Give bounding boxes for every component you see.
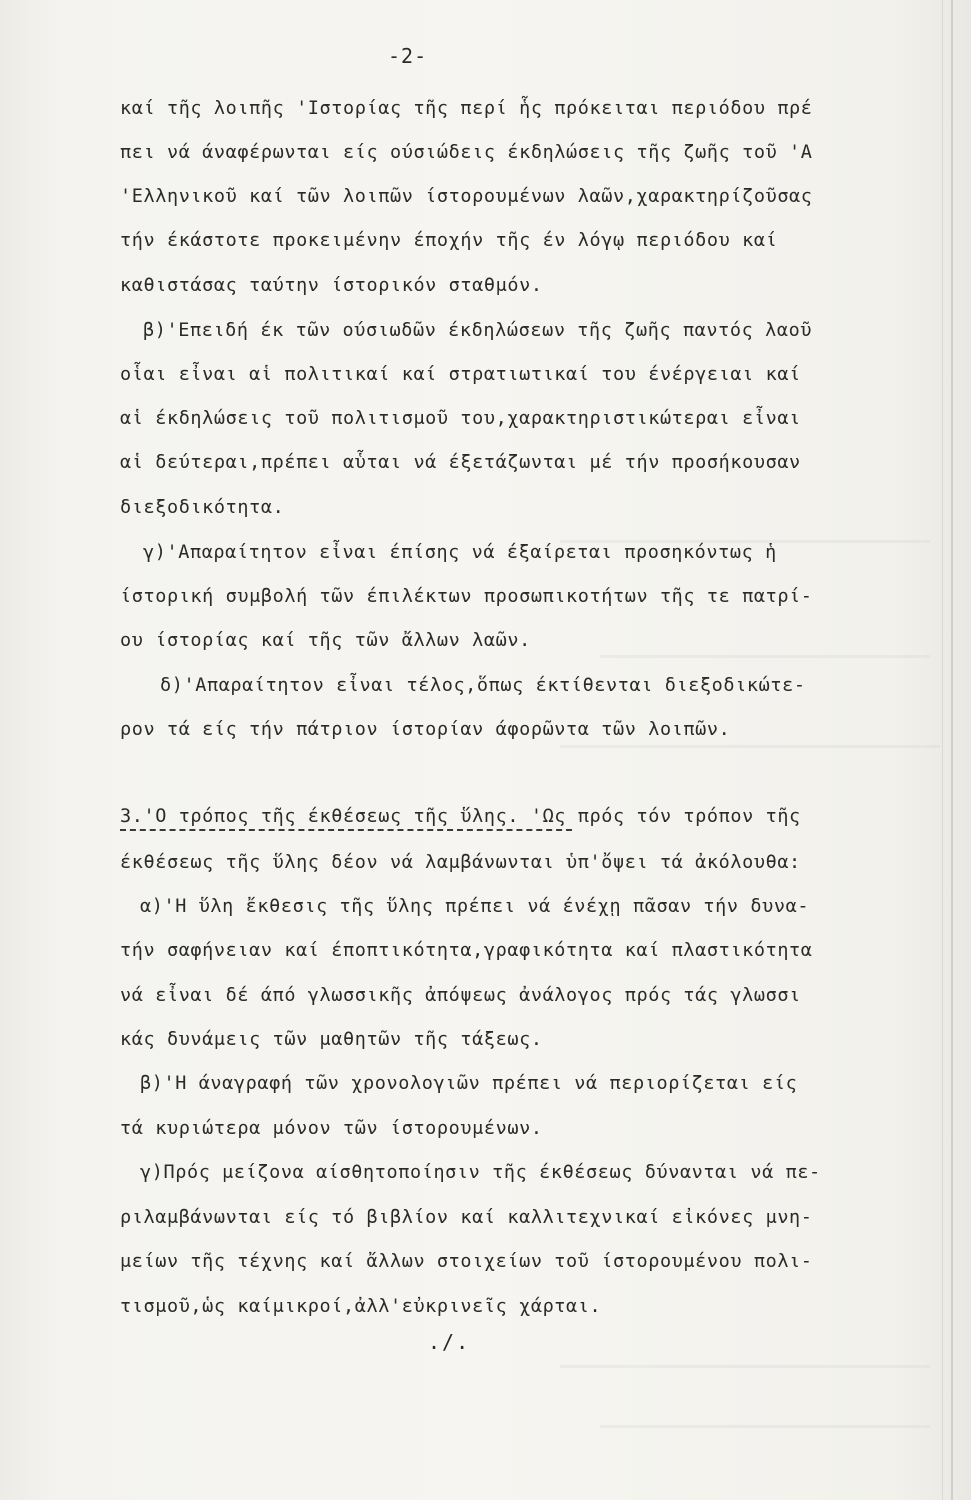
- text-line: αἱ δεύτεραι,πρέπει αὗται νά έξετάζωνται μέ τήν προσήκουσαν: [120, 452, 801, 473]
- bleed-through-mark: [560, 745, 940, 748]
- bleed-through-mark: [600, 1425, 930, 1428]
- text-line: κάς δυνάμεις τῶν μαθητῶν τῆς τάξεως.: [120, 1029, 543, 1050]
- text-line: τά κυριώτερα μόνον τῶν ίστορουμένων.: [120, 1118, 543, 1139]
- paragraph-beta: β)'Επειδή έκ τῶν ούσιωδῶν έκδηλώσεων τῆς ζωῆς παντός λαοῦ: [143, 320, 813, 341]
- text-line: πει νά άναφέρωνται είς ούσιώδεις έκδηλώσεις τῆς ζωῆς τοῦ 'Α: [120, 142, 813, 163]
- heading-underline: [120, 829, 572, 831]
- bleed-through-mark: [560, 1365, 930, 1368]
- text-line: τισμοῦ,ὡς καίμικροί,ἀλλ'εὐκρινεῖς χάρται.: [120, 1296, 602, 1317]
- paragraph-delta: δ)'Απαραίτητον εἶναι τέλος,ὅπως έκτίθενται διεξοδικώτε-: [160, 675, 806, 696]
- text-line: ριλαμβάνωνται είς τό βιβλίον καί καλλιτεχνικαί εἰκόνες μνη-: [120, 1207, 813, 1228]
- bleed-through-mark: [600, 655, 930, 658]
- text-line: τήν σαφήνειαν καί έποπτικότητα,γραφικότητα καί πλαστικότητα: [120, 940, 813, 961]
- text-line: μείων τῆς τέχνης καί ἄλλων στοιχείων τοῦ ίστορουμένου πολι-: [120, 1251, 813, 1272]
- page-number: -2-: [388, 44, 428, 68]
- text-line: οἷαι εἶναι αἱ πολιτικαί καί στρατιωτικαί του ένέργειαι καί: [120, 364, 801, 385]
- page-edge: [951, 0, 953, 1500]
- text-line: τήν έκάστοτε προκειμένην έποχήν τῆς έν λόγῳ περιόδου καί: [120, 230, 778, 251]
- text-line: καθιστάσας ταύτην ίστορικόν σταθμόν.: [120, 275, 543, 296]
- text-line: 'Ελληνικοῦ καί τῶν λοιπῶν ίστορουμένων λαῶν,χαρακτηρίζοῦσας: [120, 186, 813, 207]
- paragraph-beta-2: β)'Η άναγραφή τῶν χρονολογιῶν πρέπει νά περιορίζεται είς: [140, 1073, 798, 1094]
- text-line: ρον τά είς τήν πάτριον ίστορίαν άφορῶντα τῶν λοιπῶν.: [120, 719, 731, 740]
- text-line: έκθέσεως τῆς ὕλης δέον νά λαμβάνωνται ὑπ'ὄψει τά ἀκόλουθα:: [120, 852, 801, 873]
- paragraph-alpha: α)'Η ὕλη ἔκθεσις τῆς ὕλης πρέπει νά ένέχῃ πᾶσαν τήν δυνα-: [140, 896, 810, 917]
- page-edge-inner: [942, 0, 943, 1500]
- section-heading: 3.'Ο τρόπος τῆς έκθέσεως τῆς ὕλης. 'Ως πρός τόν τρόπον τῆς: [120, 806, 801, 827]
- paragraph-gamma: γ)'Απαραίτητον εἶναι έπίσης νά έξαίρεται προσηκόντως ἡ: [143, 542, 777, 563]
- text-line: καί τῆς λοιπῆς 'Ιστορίας τῆς περί ἧς πρόκειται περιόδου πρέ: [120, 98, 813, 119]
- text-line: νά εἶναι δέ άπό γλωσσικῆς ἀπόψεως ἀνάλογος πρός τάς γλωσσι: [120, 985, 801, 1006]
- text-line: αἱ έκδηλώσεις τοῦ πολιτισμοῦ του,χαρακτηριστικώτεραι εἶναι: [120, 408, 801, 429]
- text-line: ου ίστορίας καί τῆς τῶν ἄλλων λαῶν.: [120, 630, 531, 651]
- text-line: ίστορική συμβολή τῶν έπιλέκτων προσωπικοτήτων τῆς τε πατρί-: [120, 586, 813, 607]
- paragraph-gamma-2: γ)Πρός μείζονα αίσθητοποίησιν τῆς έκθέσεως δύνανται νά πε-: [140, 1162, 821, 1183]
- end-mark: ./.: [428, 1330, 471, 1354]
- text-line: διεξοδικότητα.: [120, 497, 285, 518]
